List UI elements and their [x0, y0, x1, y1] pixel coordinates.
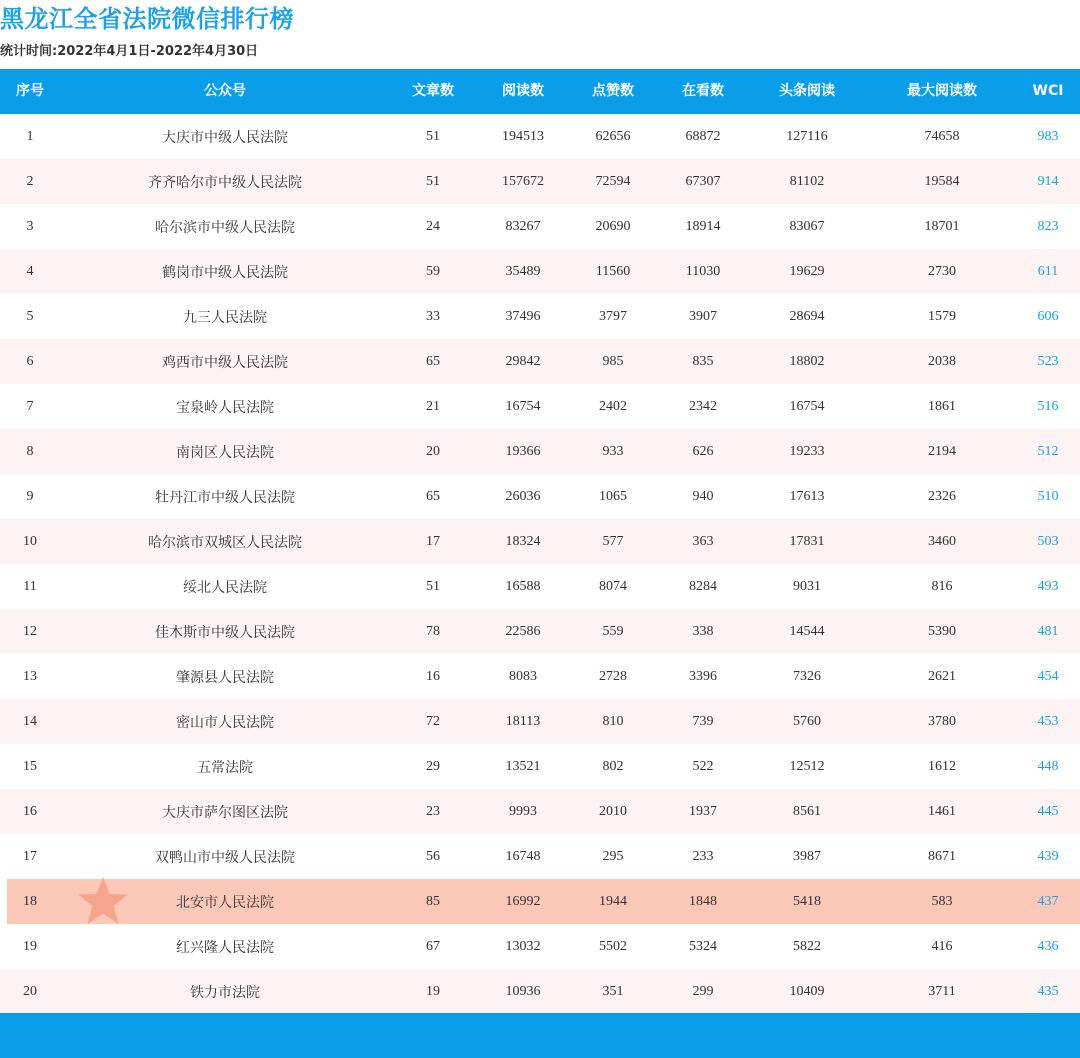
table-row[interactable] [0, 834, 1080, 879]
column-header-rank[interactable]: 序号 [16, 83, 44, 99]
table-row[interactable] [0, 609, 1080, 654]
cell-headline-reads: 81102 [789, 174, 825, 189]
cell-headline-reads: 17831 [789, 534, 825, 549]
page-title: 黑龙江全省法院微信排行榜 [0, 5, 294, 33]
cell-reads: 18324 [505, 534, 541, 549]
cell-articles: 21 [426, 399, 440, 414]
cell-articles: 59 [426, 264, 440, 279]
cell-reads: 9993 [509, 804, 537, 819]
cell-wci: 516 [1037, 399, 1059, 414]
cell-headline-reads: 12512 [789, 759, 825, 774]
cell-wci: 439 [1037, 849, 1059, 864]
cell-rank: 2 [26, 174, 34, 189]
column-header-reads[interactable]: 阅读数 [502, 83, 544, 99]
cell-watching: 3907 [689, 309, 717, 324]
table-row[interactable] [0, 744, 1080, 789]
cell-rank: 3 [26, 219, 34, 234]
cell-reads: 22586 [505, 624, 541, 639]
cell-watching: 18914 [685, 219, 721, 234]
cell-reads: 16992 [505, 894, 541, 909]
cell-watching: 1848 [689, 894, 717, 909]
cell-likes: 1065 [599, 489, 627, 504]
cell-articles: 51 [426, 579, 440, 594]
cell-account: 九三人民法院 [183, 310, 267, 326]
cell-watching: 338 [692, 624, 714, 639]
cell-articles: 24 [426, 219, 440, 234]
cell-headline-reads: 9031 [793, 579, 821, 594]
cell-wci: 914 [1037, 174, 1059, 189]
cell-articles: 20 [426, 444, 440, 459]
cell-max-reads: 8671 [928, 849, 956, 864]
cell-account: 北安市人民法院 [176, 895, 274, 911]
table-row[interactable] [0, 384, 1080, 429]
cell-likes: 2728 [599, 669, 627, 684]
footer-bar [0, 1013, 1080, 1058]
table-row[interactable] [0, 879, 1080, 924]
cell-reads: 13521 [505, 759, 541, 774]
cell-rank: 8 [26, 444, 34, 459]
cell-headline-reads: 3987 [793, 849, 821, 864]
cell-wci: 983 [1037, 129, 1059, 144]
cell-rank: 1 [26, 129, 34, 144]
cell-wci: 606 [1037, 309, 1059, 324]
cell-articles: 29 [426, 759, 440, 774]
cell-max-reads: 1461 [928, 804, 956, 819]
cell-headline-reads: 5418 [793, 894, 821, 909]
cell-articles: 51 [426, 174, 440, 189]
cell-reads: 19366 [505, 444, 541, 459]
cell-likes: 1944 [599, 894, 627, 909]
cell-rank: 9 [26, 489, 34, 504]
column-header-watching[interactable]: 在看数 [682, 83, 724, 99]
cell-rank: 6 [26, 354, 34, 369]
cell-rank: 7 [26, 399, 34, 414]
cell-rank: 10 [23, 534, 37, 549]
cell-headline-reads: 5760 [793, 714, 821, 729]
cell-headline-reads: 8561 [793, 804, 821, 819]
cell-likes: 985 [602, 354, 624, 369]
cell-articles: 56 [426, 849, 440, 864]
cell-wci: 435 [1037, 984, 1059, 999]
cell-account: 南岗区人民法院 [176, 445, 274, 461]
cell-headline-reads: 127116 [786, 129, 828, 144]
cell-headline-reads: 5822 [793, 939, 821, 954]
cell-likes: 933 [602, 444, 624, 459]
cell-watching: 1937 [689, 804, 717, 819]
ranking-table [0, 69, 1080, 1014]
table-row[interactable] [0, 429, 1080, 474]
cell-account: 齐齐哈尔市中级人民法院 [148, 175, 302, 191]
cell-likes: 3797 [599, 309, 627, 324]
cell-reads: 194513 [502, 129, 544, 144]
cell-likes: 62656 [595, 129, 631, 144]
cell-wci: 448 [1037, 759, 1059, 774]
cell-articles: 65 [426, 489, 440, 504]
cell-max-reads: 2326 [928, 489, 956, 504]
table-row[interactable] [0, 249, 1080, 294]
cell-account: 大庆市萨尔图区法院 [162, 805, 288, 821]
cell-account: 鹤岗市中级人民法院 [162, 265, 288, 281]
column-header-headline-reads[interactable]: 头条阅读 [779, 83, 835, 99]
cell-rank: 15 [23, 759, 37, 774]
cell-likes: 577 [602, 534, 624, 549]
cell-max-reads: 2038 [928, 354, 956, 369]
cell-watching: 522 [692, 759, 714, 774]
cell-wci: 436 [1037, 939, 1059, 954]
table-row[interactable] [0, 654, 1080, 699]
cell-reads: 37496 [505, 309, 541, 324]
cell-watching: 5324 [689, 939, 717, 954]
table-body [0, 114, 1080, 1014]
cell-rank: 11 [23, 579, 37, 594]
cell-max-reads: 1579 [928, 309, 956, 324]
table-row[interactable] [0, 339, 1080, 384]
column-header-max-reads[interactable]: 最大阅读数 [907, 83, 977, 99]
cell-max-reads: 1612 [928, 759, 956, 774]
cell-articles: 17 [426, 534, 440, 549]
cell-headline-reads: 10409 [789, 984, 825, 999]
cell-max-reads: 74658 [924, 129, 960, 144]
table-row[interactable] [0, 159, 1080, 204]
cell-rank: 20 [23, 984, 37, 999]
cell-headline-reads: 28694 [789, 309, 825, 324]
cell-account: 哈尔滨市双城区人民法院 [148, 535, 302, 551]
cell-max-reads: 816 [931, 579, 953, 594]
cell-likes: 8074 [599, 579, 627, 594]
cell-account: 佳木斯市中级人民法院 [155, 625, 295, 641]
cell-account: 鸡西市中级人民法院 [162, 355, 288, 371]
cell-likes: 559 [602, 624, 624, 639]
cell-max-reads: 3711 [928, 984, 956, 999]
cell-articles: 16 [426, 669, 440, 684]
cell-account: 肇源县人民法院 [176, 670, 274, 686]
cell-reads: 8083 [509, 669, 537, 684]
cell-headline-reads: 83067 [789, 219, 825, 234]
column-header-articles[interactable]: 文章数 [412, 83, 454, 99]
cell-watching: 835 [692, 354, 714, 369]
cell-watching: 11030 [685, 264, 721, 279]
cell-account: 宝泉岭人民法院 [176, 400, 274, 416]
cell-reads: 26036 [505, 489, 541, 504]
cell-reads: 83267 [505, 219, 541, 234]
cell-account: 密山市人民法院 [176, 715, 274, 731]
cell-account: 红兴隆人民法院 [176, 940, 274, 956]
cell-reads: 18113 [505, 714, 541, 729]
cell-articles: 72 [426, 714, 440, 729]
cell-reads: 16748 [505, 849, 541, 864]
cell-wci: 510 [1037, 489, 1059, 504]
cell-rank: 17 [23, 849, 37, 864]
table-row[interactable] [0, 564, 1080, 609]
cell-wci: 445 [1037, 804, 1059, 819]
cell-articles: 67 [426, 939, 440, 954]
cell-watching: 363 [692, 534, 714, 549]
cell-articles: 65 [426, 354, 440, 369]
cell-account: 哈尔滨市中级人民法院 [155, 220, 295, 236]
cell-reads: 16754 [505, 399, 541, 414]
cell-reads: 13032 [505, 939, 541, 954]
cell-articles: 33 [426, 309, 440, 324]
cell-wci: 523 [1037, 354, 1059, 369]
cell-wci: 823 [1037, 219, 1059, 234]
cell-likes: 2010 [599, 804, 627, 819]
cell-rank: 13 [23, 669, 37, 684]
table-row[interactable] [0, 789, 1080, 834]
cell-max-reads: 1861 [928, 399, 956, 414]
cell-rank: 19 [23, 939, 37, 954]
table-header [0, 69, 1080, 114]
cell-reads: 16588 [505, 579, 541, 594]
cell-wci: 611 [1037, 264, 1059, 279]
cell-reads: 157672 [502, 174, 544, 189]
cell-wci: 453 [1037, 714, 1059, 729]
cell-max-reads: 18701 [924, 219, 960, 234]
cell-max-reads: 3780 [928, 714, 956, 729]
cell-reads: 10936 [505, 984, 541, 999]
cell-articles: 51 [426, 129, 440, 144]
cell-watching: 2342 [689, 399, 717, 414]
cell-likes: 11560 [595, 264, 631, 279]
table-row[interactable] [0, 924, 1080, 969]
table-row[interactable] [0, 969, 1080, 1014]
cell-account: 双鸭山市中级人民法院 [155, 850, 295, 866]
table-row[interactable] [0, 699, 1080, 744]
cell-wci: 454 [1037, 669, 1059, 684]
cell-watching: 67307 [685, 174, 721, 189]
cell-headline-reads: 16754 [789, 399, 825, 414]
cell-max-reads: 5390 [928, 624, 956, 639]
cell-watching: 626 [692, 444, 714, 459]
cell-rank: 12 [23, 624, 37, 639]
cell-rank: 18 [23, 894, 37, 909]
cell-max-reads: 19584 [924, 174, 960, 189]
cell-rank: 16 [23, 804, 37, 819]
cell-likes: 72594 [595, 174, 631, 189]
cell-max-reads: 2194 [928, 444, 956, 459]
cell-headline-reads: 19629 [789, 264, 825, 279]
cell-articles: 85 [426, 894, 440, 909]
cell-wci: 493 [1037, 579, 1059, 594]
cell-likes: 802 [602, 759, 624, 774]
column-header-likes[interactable]: 点赞数 [592, 83, 634, 99]
cell-watching: 739 [692, 714, 714, 729]
column-header-account[interactable]: 公众号 [204, 83, 246, 99]
cell-account: 牡丹江市中级人民法院 [155, 490, 295, 506]
cell-account: 铁力市法院 [190, 985, 260, 1001]
cell-watching: 233 [692, 849, 714, 864]
cell-likes: 295 [602, 849, 624, 864]
cell-watching: 3396 [689, 669, 717, 684]
cell-headline-reads: 17613 [789, 489, 825, 504]
cell-max-reads: 416 [931, 939, 953, 954]
cell-rank: 14 [23, 714, 37, 729]
cell-headline-reads: 7326 [793, 669, 821, 684]
table-row[interactable] [0, 294, 1080, 339]
column-header-wci[interactable]: WCI [1032, 83, 1064, 99]
cell-account: 绥北人民法院 [183, 580, 267, 596]
cell-account: 五常法院 [197, 760, 253, 776]
cell-likes: 351 [602, 984, 624, 999]
cell-max-reads: 2621 [928, 669, 956, 684]
cell-likes: 2402 [599, 399, 627, 414]
cell-likes: 5502 [599, 939, 627, 954]
cell-articles: 78 [426, 624, 440, 639]
table-row[interactable] [0, 474, 1080, 519]
cell-wci: 503 [1037, 534, 1059, 549]
cell-wci: 512 [1037, 444, 1059, 459]
cell-rank: 4 [26, 264, 34, 279]
table-row[interactable] [0, 114, 1080, 159]
date-range: 统计时间:2022年4月1日-2022年4月30日 [0, 44, 259, 59]
cell-headline-reads: 18802 [789, 354, 825, 369]
cell-watching: 299 [692, 984, 714, 999]
cell-wci: 481 [1037, 624, 1059, 639]
cell-likes: 20690 [595, 219, 631, 234]
cell-reads: 29842 [505, 354, 541, 369]
cell-headline-reads: 14544 [789, 624, 825, 639]
table-row[interactable] [0, 519, 1080, 564]
cell-reads: 35489 [505, 264, 541, 279]
cell-watching: 940 [692, 489, 714, 504]
cell-max-reads: 3460 [928, 534, 956, 549]
cell-watching: 8284 [689, 579, 717, 594]
cell-rank: 5 [26, 309, 34, 324]
cell-account: 大庆市中级人民法院 [162, 130, 288, 146]
cell-articles: 23 [426, 804, 440, 819]
table-row[interactable] [0, 204, 1080, 249]
cell-likes: 810 [602, 714, 624, 729]
cell-articles: 19 [426, 984, 440, 999]
cell-wci: 437 [1037, 894, 1059, 909]
cell-max-reads: 2730 [928, 264, 956, 279]
cell-headline-reads: 19233 [789, 444, 825, 459]
cell-max-reads: 583 [931, 894, 953, 909]
cell-watching: 68872 [685, 129, 721, 144]
